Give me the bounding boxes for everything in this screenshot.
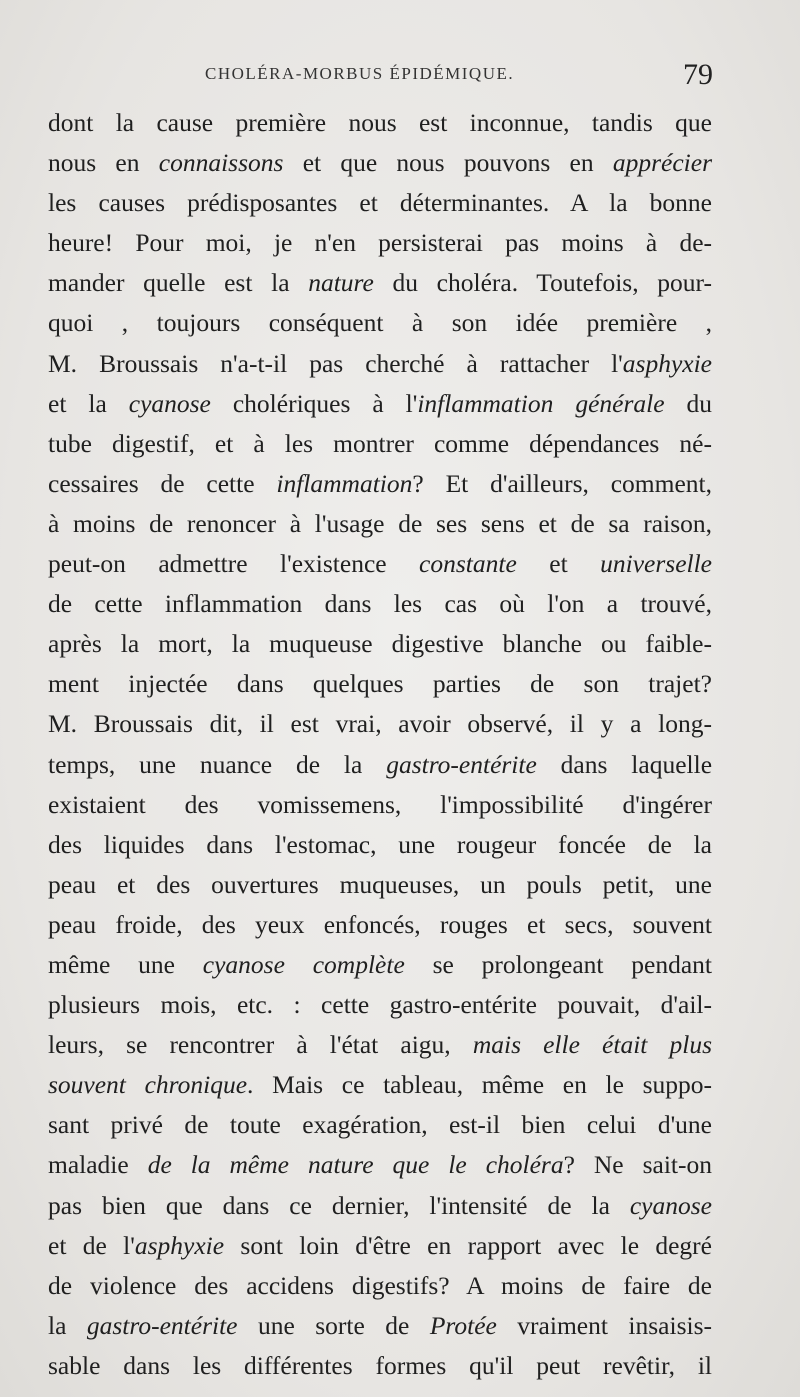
text-line [48, 504, 712, 544]
text-line [48, 905, 712, 945]
text-segment: ment injectée dans quelques parties de son trajet? [48, 669, 712, 699]
italic-text: cyanose [128, 388, 211, 418]
text-segment: du [664, 388, 712, 418]
text-segment: M. Broussais n'a-t-il pas cherché à rattacher l' [48, 348, 623, 378]
italic-text: mais elle était plus [472, 1030, 713, 1060]
text-segment: la [48, 1310, 87, 1340]
text-segment: leurs, se rencontrer à l'état aigu, [48, 1030, 473, 1060]
text-line [48, 344, 712, 384]
text-segment: sont loin d'être en rapport avec le degré [224, 1230, 712, 1260]
text-segment: quoi , toujours conséquent à son idée première , [48, 308, 712, 338]
italic-text: inflammation [276, 468, 413, 498]
page-number: 79 [683, 58, 713, 91]
text-line [48, 464, 712, 504]
text-line [48, 1186, 712, 1226]
text-segment: temps, une nuance de la [48, 749, 387, 779]
text-line [48, 1025, 712, 1065]
text-segment: de violence des accidens digestifs? A moins de faire de [48, 1270, 712, 1300]
text-segment: dont la cause première nous est inconnue, tandis que [48, 108, 712, 137]
text-segment: sant privé de toute exagération, est-il bien celui d'une [48, 1110, 712, 1140]
italic-text: gastro-entérite [386, 749, 537, 779]
text-line [48, 103, 712, 143]
italic-text: nature [308, 268, 374, 298]
text-segment: vraiment insaisis- [496, 1310, 712, 1340]
text-line [48, 303, 712, 343]
text-segment: et que nous pouvons en [283, 148, 613, 178]
text-segment: des liquides dans l'estomac, une rougeur foncée de la [48, 829, 712, 859]
text-line [48, 865, 712, 905]
text-segment: nous en [48, 148, 159, 178]
text-line [48, 143, 712, 183]
text-line [48, 1346, 712, 1386]
text-line [48, 183, 712, 223]
text-segment: et la [48, 388, 129, 418]
text-line [48, 384, 712, 424]
text-segment: peau et des ouvertures muqueuses, un pouls petit, une [48, 869, 712, 899]
text-line [48, 1145, 712, 1185]
text-line [48, 1065, 712, 1105]
text-line [48, 664, 712, 704]
italic-text: cyanose [629, 1190, 712, 1220]
text-segment: maladie [48, 1150, 148, 1180]
italic-text: de la même nature que le choléra [147, 1150, 564, 1180]
text-segment: peau froide, des yeux enfoncés, rouges et secs, souvent [48, 909, 712, 939]
italic-text: souvent chronique [48, 1070, 248, 1100]
italic-text: gastro-entérite [86, 1310, 238, 1340]
text-segment: existaient des vomissemens, l'impossibilité d'ingérer [48, 789, 712, 819]
text-line [48, 544, 712, 584]
text-segment: ? Ne sait-on [563, 1150, 712, 1180]
page-header [0, 58, 800, 98]
text-line [48, 945, 712, 985]
text-segment: mander quelle est la [48, 268, 309, 298]
text-line [48, 624, 712, 664]
text-line [48, 223, 712, 263]
text-segment: peut-on admettre l'existence [48, 549, 420, 579]
italic-text: connaissons [158, 148, 284, 178]
text-segment: et de l' [48, 1230, 135, 1260]
text-line [48, 1226, 712, 1266]
text-segment: plusieurs mois, etc. : cette gastro-entérite pouvait, d'ail- [48, 990, 712, 1020]
text-segment: les causes prédisposantes et déterminantes. A la bonne [48, 188, 712, 218]
text-line [48, 825, 712, 865]
text-segment: à moins de renoncer à l'usage de ses sens et de sa raison, [48, 508, 712, 538]
italic-text: apprécier [612, 148, 712, 178]
italic-text: constante [419, 549, 517, 579]
text-segment: . Mais ce tableau, même en le suppo- [247, 1070, 713, 1100]
text-segment: du choléra. Toutefois, pour- [373, 268, 712, 298]
text-segment: ? Et d'ailleurs, comment, [412, 468, 712, 498]
text-line [48, 745, 712, 785]
text-line [48, 985, 712, 1025]
text-line [48, 785, 712, 825]
text-segment: pas bien que dans ce dernier, l'intensité de la [48, 1190, 630, 1220]
running-head: CHOLÉRA-MORBUS ÉPIDÉMIQUE. [205, 64, 515, 83]
italic-text: universelle [600, 549, 712, 579]
italic-text: asphyxie [134, 1230, 225, 1260]
text-segment: de cette inflammation dans les cas où l'on a trouvé, [48, 589, 712, 619]
text-line [48, 1266, 712, 1306]
text-segment: même une [48, 949, 203, 979]
text-segment: une sorte de [237, 1310, 430, 1340]
body-text [48, 103, 712, 1386]
text-segment: sable dans les différentes formes qu'il peut revêtir, il [48, 1350, 712, 1380]
text-segment: et [516, 549, 601, 579]
text-line [48, 1306, 712, 1346]
text-line [48, 424, 712, 464]
text-segment: se prolongeant pendant [404, 949, 713, 979]
text-segment: cholériques à l' [210, 388, 418, 418]
text-line [48, 1105, 712, 1145]
text-segment: dans laquelle [536, 749, 713, 779]
text-segment: cessaires de cette [48, 468, 277, 498]
text-segment: tube digestif, et à les montrer comme dépendances né- [48, 428, 712, 458]
italic-text: inflammation générale [417, 388, 665, 418]
text-segment: après la mort, la muqueuse digestive blanche ou faible- [48, 629, 712, 659]
text-line [48, 584, 712, 624]
text-segment: heure! Pour moi, je n'en persisterai pas moins à de- [48, 228, 712, 258]
italic-text: cyanose complète [202, 949, 405, 979]
italic-text: asphyxie [622, 348, 712, 378]
italic-text: Protée [429, 1310, 497, 1340]
text-line [48, 263, 712, 303]
text-segment: M. Broussais dit, il est vrai, avoir observé, il y a long- [48, 709, 712, 739]
text-line [48, 704, 712, 744]
